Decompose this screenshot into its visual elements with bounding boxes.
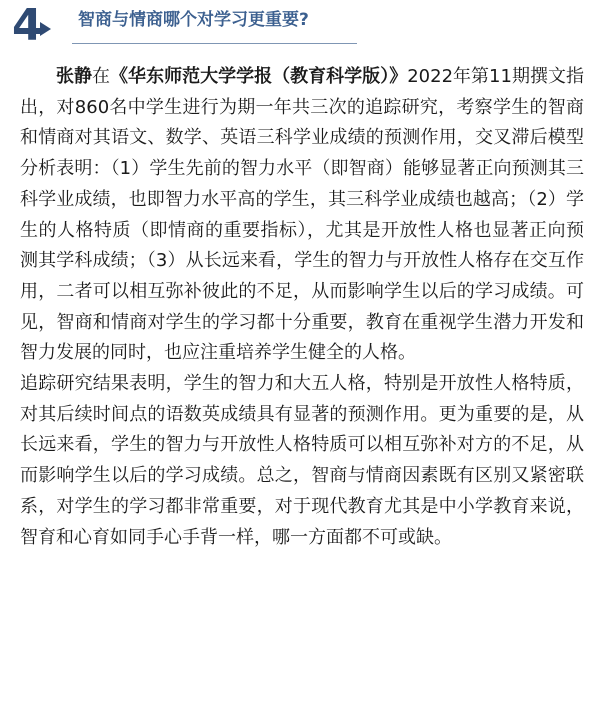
title-underline	[72, 43, 357, 44]
paragraph-2: 追踪研究结果表明，学生的智力和大五人格，特别是开放性人格特质，对其后续时间点的语数英成绩具有显著的预测作用。更为重要的是，从长远来看，学生的智力与开放性人格特质可以相互弥补对方的不足，从而影响学生以后的学习成绩。总之，智商与情商因素既有区别又紧密联系，对学生的学习都非常重要，对于现代教育尤其是中小学教育来说，智育和心育如同手心手背一样，哪一方面都不可或缺。	[20, 373, 584, 548]
author-prefix: 在	[92, 66, 111, 87]
arrow-right-icon	[40, 22, 51, 36]
journal-name: 《华东师范大学学报（教育科学版）》	[110, 66, 408, 87]
section-title: 智商与情商哪个对学习更重要?	[78, 10, 309, 30]
section-number: 4	[12, 0, 43, 51]
section-header	[0, 0, 600, 60]
author-name: 张静	[56, 66, 93, 87]
article-body	[20, 62, 584, 553]
paragraph-1	[20, 62, 584, 369]
paragraph-1-text: 2022年第11期撰文指出，对860名中学生进行为期一年共三次的追踪研究，考察学生的智商和情商对其语文、数学、英语三科学业成绩的预测作用，交叉滞后模型分析表明：（1）学生先前的智力水平（即智商）能够显著正向预测其三科学业成绩，也即智力水平高的学生，其三科学业成绩也越高；（2）学生的人格特质（即情商的重要指标），尤其是开放性人格也显著正向预测其学科成绩；（3）从长远来看，学生的智力与开放性人格存在交互作用，二者可以相互弥补彼此的不足，从而影响学生以后的学习成绩。可见，智商和情商对学生的学习都十分重要，教育在重视学生潜力开发和智力发展的同时，也应注重培养学生健全的人格。	[20, 66, 585, 364]
